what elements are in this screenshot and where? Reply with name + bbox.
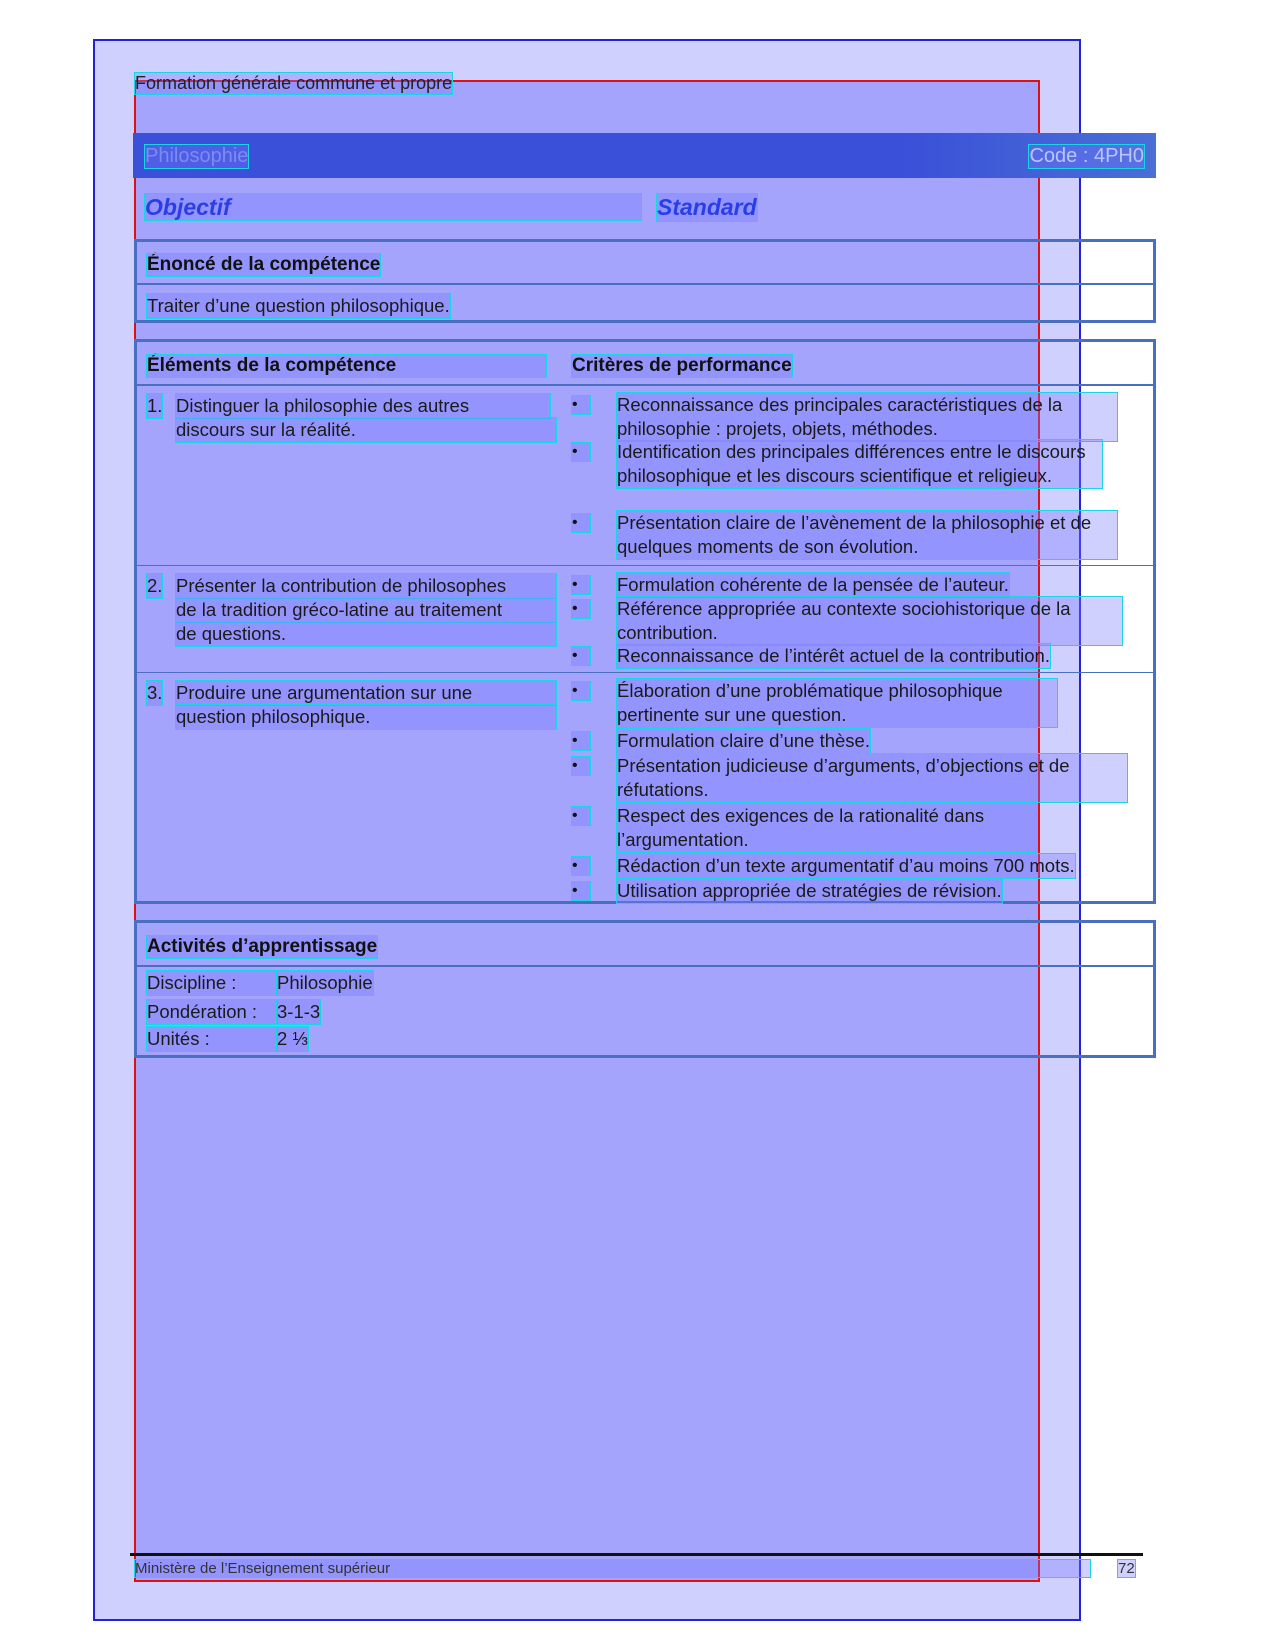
bullet-icon: • [572,857,590,875]
element-number: 2. [147,575,163,596]
footer-ministry: Ministère de l’Enseignement supérieur [135,1560,1090,1577]
criterion-text: Reconnaissance des principales caractéristiques de la philosophie : projets, objets, méthodes. [617,393,1117,441]
bullet-icon: • [572,514,590,532]
criterion-text: Reconnaissance de l’intérêt actuel de la contribution. [617,645,1050,666]
criterion-text: Rédaction d’un texte argumentatif d’au moins 700 mots. [617,855,1075,876]
footer-rule [130,1553,1143,1556]
competency-statement: Traiter d’une question philosophique. [147,295,450,316]
bullet-icon: • [572,882,590,900]
criterion-text: Élaboration d’une problématique philosophique pertinente sur une question. [617,679,1057,727]
element-text: de questions. [176,622,556,646]
course-title: Philosophie [145,145,249,167]
criterion-text: Référence appropriée au contexte sociohistorique de la contribution. [617,597,1122,645]
bullet-icon: • [572,732,590,750]
bullet-icon: • [572,757,590,775]
bullet-icon: • [572,647,590,665]
col-header-criteria: Critères de performance [572,355,792,376]
criterion-text: Formulation claire d’une thèse. [617,730,870,751]
learning-activities-box [134,920,1156,1058]
footer-page-number: 72 [1118,1560,1135,1577]
bullet-icon: • [572,600,590,618]
weighting-label: Pondération : [147,1000,277,1024]
criterion-text: Utilisation appropriée de stratégies de révision. [617,880,1002,901]
criterion-text: Identification des principales différences entre le discours philosophique et les discours scientifique et religieux. [617,440,1102,488]
discipline-value: Philosophie [277,972,373,993]
element-text: question philosophique. [176,705,556,729]
element-number: 1. [147,395,163,416]
course-code: Code : 4PH0 [1029,145,1144,167]
criterion-text: Présentation claire de l’avènement de la philosophie et de quelques moments de son évolution. [617,511,1117,559]
units-label: Unités : [147,1027,277,1051]
standard-label: Standard [657,194,757,220]
course-title-bar [133,133,1156,178]
bullet-icon: • [572,807,590,825]
units-value: 2 ⅓ [277,1028,308,1049]
criterion-text: Présentation judicieuse d’arguments, d’objections et de réfutations. [617,754,1127,802]
discipline-label: Discipline : [147,971,277,995]
bullet-icon: • [572,682,590,700]
bullet-icon: • [572,443,590,461]
element-text: Distinguer la philosophie des autres [176,394,550,418]
bullet-icon: • [572,576,590,594]
criterion-text: Formulation cohérente de la pensée de l’auteur. [617,574,1009,595]
element-text: Présenter la contribution de philosophes [176,574,556,598]
activities-heading: Activités d’apprentissage [147,936,378,957]
criterion-text: Respect des exigences de la rationalité dans l’argumentation. [617,804,1037,852]
objective-standard-row [145,194,757,221]
document-category: Formation générale commune et propre [135,73,453,93]
element-text: discours sur la réalité. [176,418,556,442]
element-text: de la tradition gréco-latine au traitement [176,598,556,622]
col-header-elements: Éléments de la compétence [147,355,546,377]
competency-heading: Énoncé de la compétence [147,254,381,275]
element-number: 3. [147,682,163,703]
objective-label: Objectif [145,194,641,220]
elements-criteria-table [134,339,1156,904]
element-text: Produire une argumentation sur une [176,681,556,705]
competency-box [134,239,1156,323]
weighting-value: 3-1-3 [277,1001,321,1022]
bullet-icon: • [572,396,590,414]
